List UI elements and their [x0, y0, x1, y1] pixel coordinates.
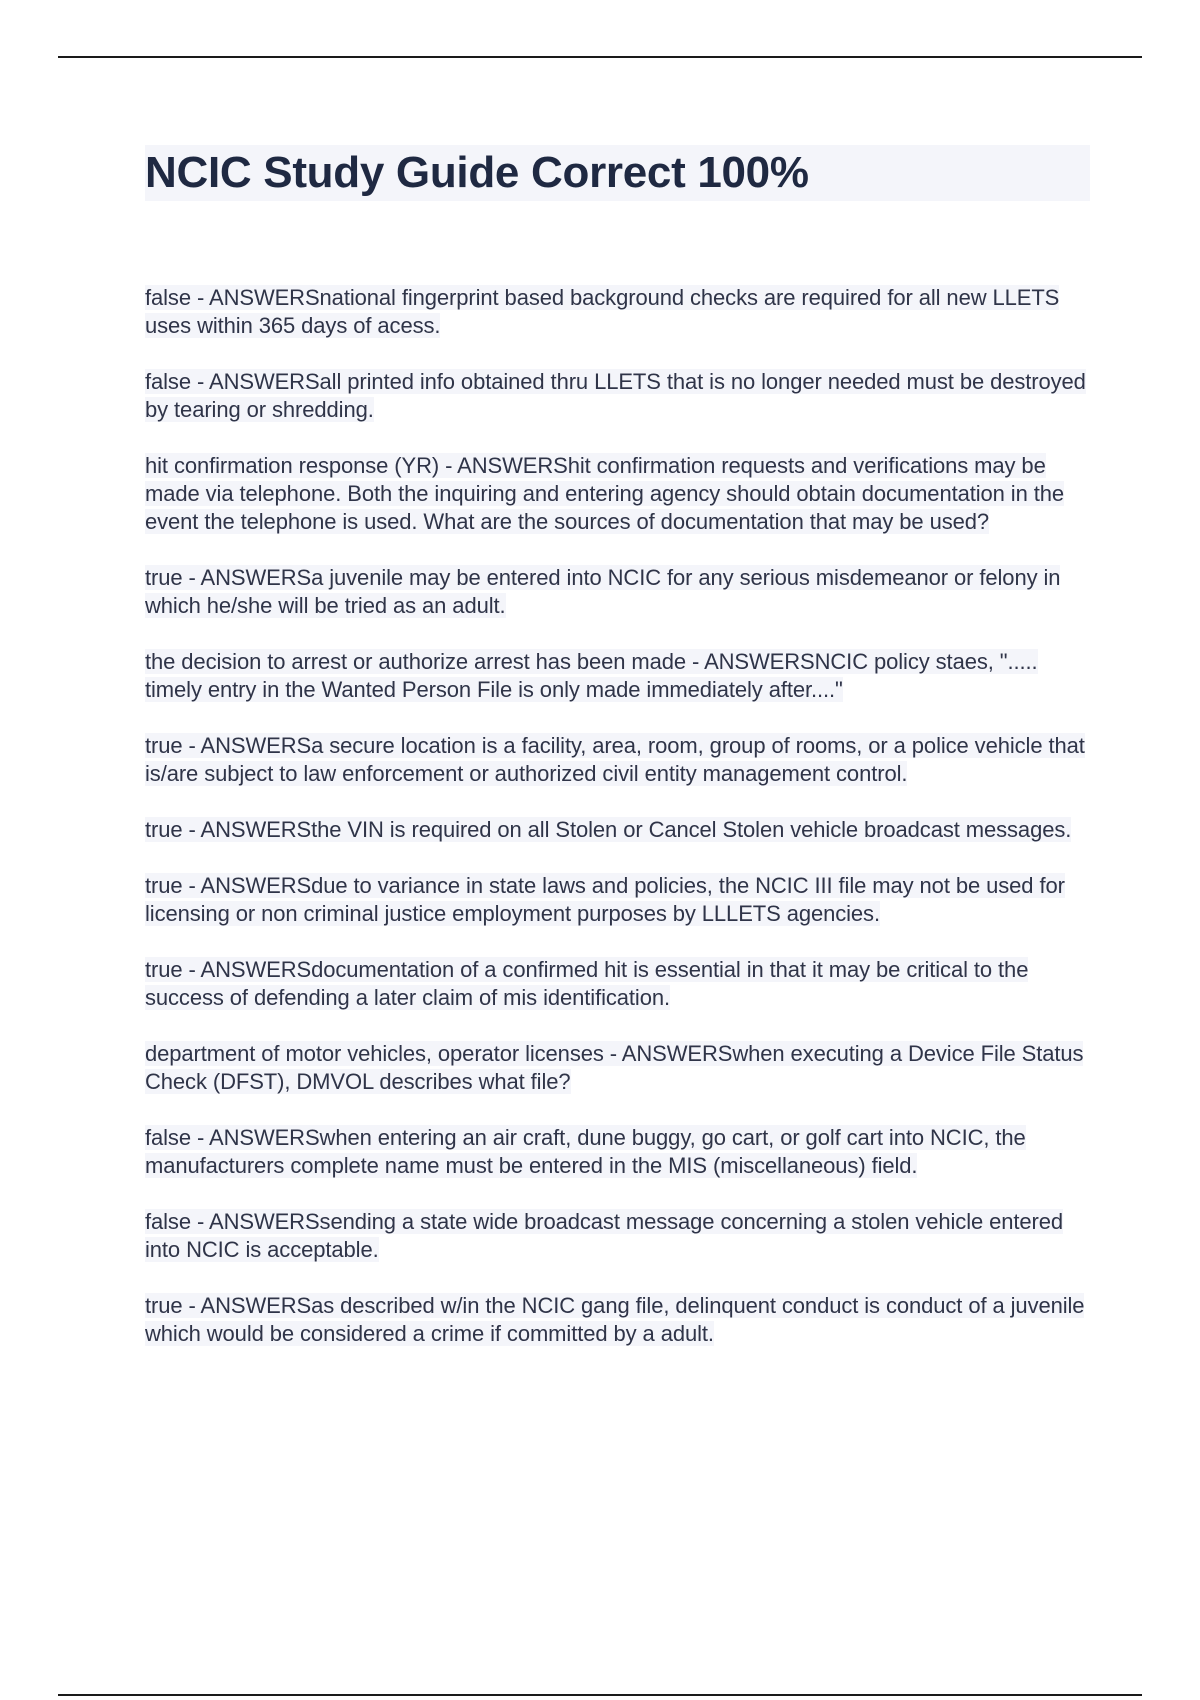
qa-entry [145, 452, 1090, 536]
document-title: NCIC Study Guide Correct 100% [145, 145, 1090, 201]
qa-entry [145, 956, 1090, 1012]
qa-entry-text: true - ANSWERSthe VIN is required on all Stolen or Cancel Stolen vehicle broadcast messages. [145, 817, 1072, 842]
qa-entry-text: true - ANSWERSas described w/in the NCIC gang file, delinquent conduct is conduct of a juvenile which would be considered a crime if committed by a adult. [145, 1293, 1085, 1346]
qa-entry [145, 564, 1090, 620]
qa-entry [145, 648, 1090, 704]
qa-entry [145, 872, 1090, 928]
qa-entry [145, 732, 1090, 788]
qa-entry-text: true - ANSWERSdocumentation of a confirmed hit is essential in that it may be critical to the success of defending a later claim of mis identification. [145, 957, 1029, 1010]
qa-entry [145, 1208, 1090, 1264]
qa-entry [145, 368, 1090, 424]
qa-entry [145, 284, 1090, 340]
qa-entry [145, 1124, 1090, 1180]
qa-list [145, 284, 1090, 1348]
qa-entry-text: true - ANSWERSa juvenile may be entered into NCIC for any serious misdemeanor or felony in which he/she will be tried as an adult. [145, 565, 1061, 618]
qa-entry-text: true - ANSWERSa secure location is a facility, area, room, group of rooms, or a police vehicle that is/are subject to law enforcement or authorized civil entity management control. [145, 733, 1085, 786]
qa-entry-text: hit confirmation response (YR) - ANSWERShit confirmation requests and verifications may be made via telephone. Both the inquiring and entering agency should obtain documentation in the event the telephone is used. What are the sources of documentation that may be used? [145, 453, 1065, 534]
footer-rule [58, 1694, 1142, 1696]
qa-entry [145, 1040, 1090, 1096]
qa-entry-text: true - ANSWERSdue to variance in state laws and policies, the NCIC III file may not be used for licensing or non criminal justice employment purposes by LLLETS agencies. [145, 873, 1065, 926]
qa-entry-text: department of motor vehicles, operator licenses - ANSWERSwhen executing a Device File Status Check (DFST), DMVOL describes what file? [145, 1041, 1084, 1094]
document-body [145, 145, 1090, 1376]
qa-entry-text: the decision to arrest or authorize arrest has been made - ANSWERSNCIC policy staes, "..... timely entry in the Wanted Person File is only made immediately after...." [145, 649, 1038, 702]
qa-entry [145, 1292, 1090, 1348]
qa-entry-text: false - ANSWERSnational fingerprint based background checks are required for all new LLETS uses within 365 days of acess. [145, 285, 1060, 338]
qa-entry-text: false - ANSWERSwhen entering an air craft, dune buggy, go cart, or golf cart into NCIC, the manufacturers complete name must be entered in the MIS (miscellaneous) field. [145, 1125, 1026, 1178]
qa-entry-text: false - ANSWERSall printed info obtained thru LLETS that is no longer needed must be destroyed by tearing or shredding. [145, 369, 1086, 422]
header-rule [58, 56, 1142, 58]
qa-entry [145, 816, 1090, 844]
qa-entry-text: false - ANSWERSsending a state wide broadcast message concerning a stolen vehicle entered into NCIC is acceptable. [145, 1209, 1064, 1262]
